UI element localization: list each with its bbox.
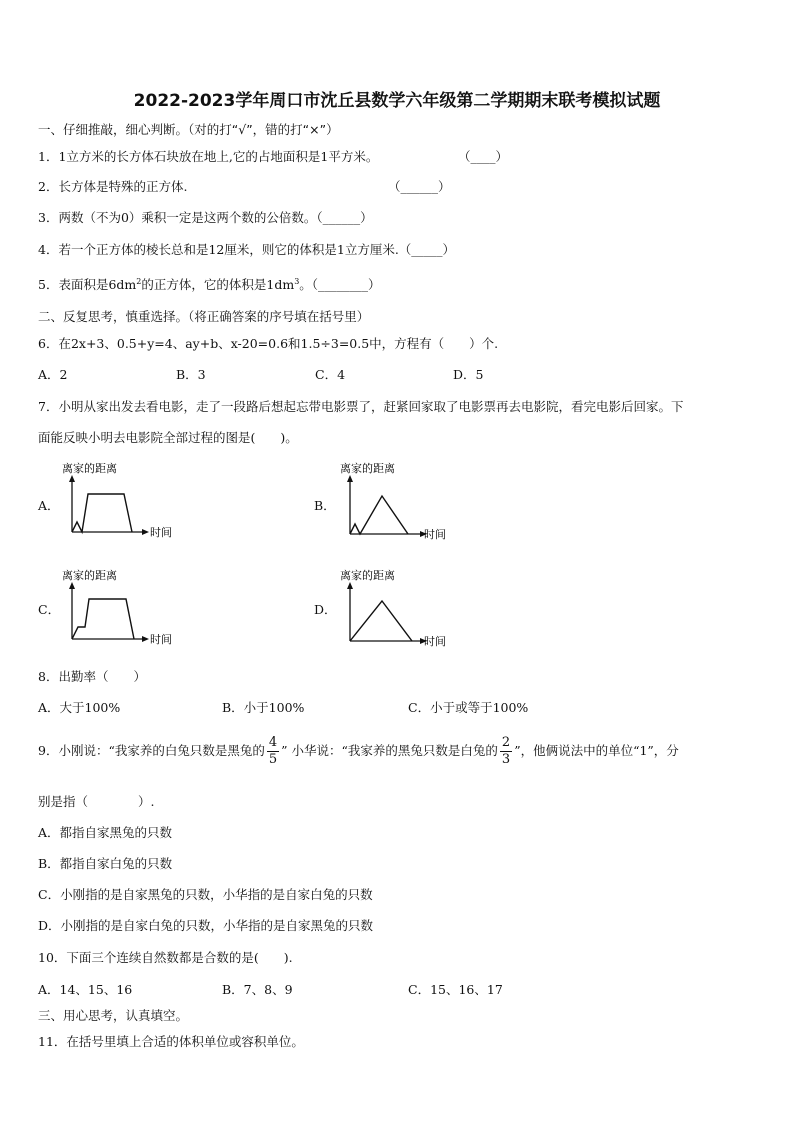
question-4: 4．若一个正方体的棱长总和是12厘米，则它的体积是1立方厘米.（_____） bbox=[38, 242, 456, 257]
question-1-text: 1．1立方米的长方体石块放在地上,它的占地面积是1平方米。 bbox=[38, 149, 379, 164]
fraction-2-numerator: 2 bbox=[501, 735, 511, 750]
section-1-heading: 一、仔细推敲，细心判断。（对的打“√”，错的打“×”） bbox=[38, 122, 339, 137]
question-5-text-a: 5．表面积是 bbox=[38, 277, 109, 292]
q6-option-c[interactable]: C．4 bbox=[315, 367, 346, 382]
unit-1dm3 bbox=[266, 277, 299, 292]
q8-option-a[interactable]: A．大于100% bbox=[38, 700, 121, 715]
graph-d-path bbox=[350, 601, 412, 641]
fraction-four-fifths bbox=[267, 735, 279, 768]
graph-c-letter[interactable]: C． bbox=[38, 602, 61, 617]
question-6: 6．在2x+3、0.5+y=4、ay+b、x-20=0.6和1.5÷3=0.5中，方程有（ ）个. bbox=[38, 336, 499, 351]
question-9-line-1 bbox=[38, 735, 679, 768]
section-2-heading: 二、反复思考，慎重选择。（将正确答案的序号填在括号里） bbox=[38, 309, 370, 324]
q6-option-a[interactable]: A．2 bbox=[38, 367, 68, 382]
graph-c-xlabel: 时间 bbox=[150, 633, 172, 646]
graph-b-letter[interactable]: B． bbox=[314, 498, 336, 513]
q6-option-b[interactable]: B．3 bbox=[176, 367, 206, 382]
question-9-text-a: 9．小刚说：“我家养的白兔只数是黑兔的 bbox=[38, 743, 265, 758]
graph-a-ylabel: 离家的距离 bbox=[62, 462, 117, 475]
q9-option-a[interactable]: A．都指自家黑兔的只数 bbox=[38, 825, 173, 840]
graph-d-ylabel: 离家的距离 bbox=[340, 569, 395, 582]
graph-c-x-arrow bbox=[142, 636, 149, 642]
unit-exponent-2: 2 bbox=[136, 276, 142, 286]
graph-b-path bbox=[350, 496, 408, 534]
unit-exponent-3: 3 bbox=[294, 276, 300, 286]
graph-b-y-arrow bbox=[347, 475, 353, 482]
question-9-text-b: ” 小华说：“我家养的黑兔只数是白兔的 bbox=[281, 743, 498, 758]
graph-a-x-arrow bbox=[142, 529, 149, 535]
question-9-text-c: ”，他俩说法中的单位“1”，分 bbox=[514, 743, 679, 758]
graph-b-xlabel: 时间 bbox=[424, 528, 446, 541]
graph-d-letter[interactable]: D． bbox=[314, 602, 337, 617]
q6-option-d[interactable]: D．5 bbox=[453, 367, 484, 382]
question-10: 10．下面三个连续自然数都是合数的是( ). bbox=[38, 950, 293, 965]
graph-c-ylabel: 离家的距离 bbox=[62, 569, 117, 582]
q9-option-c[interactable]: C．小刚指的是自家黑兔的只数，小华指的是自家白兔的只数 bbox=[38, 887, 373, 902]
q10-option-a[interactable]: A．14、15、16 bbox=[38, 982, 133, 997]
graph-a-xlabel: 时间 bbox=[150, 526, 172, 539]
question-3: 3．两数（不为0）乘积一定是这两个数的公倍数。（______） bbox=[38, 210, 373, 225]
graph-b bbox=[336, 458, 466, 544]
q10-option-b[interactable]: B．7、8、9 bbox=[222, 982, 293, 997]
graph-b-ylabel: 离家的距离 bbox=[340, 462, 395, 475]
graph-c-path bbox=[72, 599, 134, 639]
question-9-line-2: 别是指（ ）. bbox=[38, 794, 155, 809]
graph-a-path bbox=[72, 494, 132, 532]
question-5-text-c: 。（________） bbox=[299, 277, 381, 292]
unit-1dm: 1dm bbox=[266, 277, 295, 292]
graph-a bbox=[58, 458, 188, 544]
question-1-answer-blank[interactable]: （____） bbox=[458, 149, 509, 164]
fraction-1-denominator: 5 bbox=[268, 752, 278, 767]
question-5 bbox=[38, 275, 381, 293]
unit-6dm: 6dm bbox=[108, 277, 137, 292]
graph-d-y-arrow bbox=[347, 582, 353, 589]
question-5-text-b: 的正方体，它的体积是 bbox=[141, 277, 267, 292]
graph-a-letter[interactable]: A． bbox=[38, 498, 60, 513]
question-7-line-2: 面能反映小明去电影院全部过程的图是( )。 bbox=[38, 430, 298, 445]
graph-d-xlabel: 时间 bbox=[424, 635, 446, 648]
fraction-two-thirds bbox=[500, 735, 512, 768]
question-2-answer-blank[interactable]: （______） bbox=[388, 179, 451, 194]
unit-6dm2 bbox=[108, 277, 141, 292]
q8-option-b[interactable]: B．小于100% bbox=[222, 700, 305, 715]
page-title: 2022-2023学年周口市沈丘县数学六年级第二学期期末联考模拟试题 bbox=[133, 91, 661, 111]
fraction-2-denominator: 3 bbox=[501, 752, 511, 767]
q8-option-c[interactable]: C．小于或等于100% bbox=[408, 700, 529, 715]
graph-d bbox=[336, 565, 466, 651]
q9-option-b[interactable]: B．都指自家白兔的只数 bbox=[38, 856, 173, 871]
q9-option-d[interactable]: D．小刚指的是自家白兔的只数，小华指的是自家黑兔的只数 bbox=[38, 918, 374, 933]
graph-c bbox=[58, 565, 188, 651]
graph-c-y-arrow bbox=[69, 582, 75, 589]
q10-option-c[interactable]: C．15、16、17 bbox=[408, 982, 503, 997]
question-11: 11．在括号里填上合适的体积单位或容积单位。 bbox=[38, 1034, 304, 1049]
question-1 bbox=[38, 147, 378, 165]
section-3-heading: 三、用心思考，认真填空。 bbox=[38, 1008, 189, 1023]
fraction-1-numerator: 4 bbox=[268, 735, 278, 750]
question-7-line-1: 7．小明从家出发去看电影，走了一段路后想起忘带电影票了，赶紧回家取了电影票再去电影院，看完电影后回家。下 bbox=[38, 399, 684, 414]
question-2: 2．长方体是特殊的正方体. bbox=[38, 179, 188, 194]
graph-a-y-arrow bbox=[69, 475, 75, 482]
question-8: 8．出勤率（ ） bbox=[38, 669, 146, 684]
